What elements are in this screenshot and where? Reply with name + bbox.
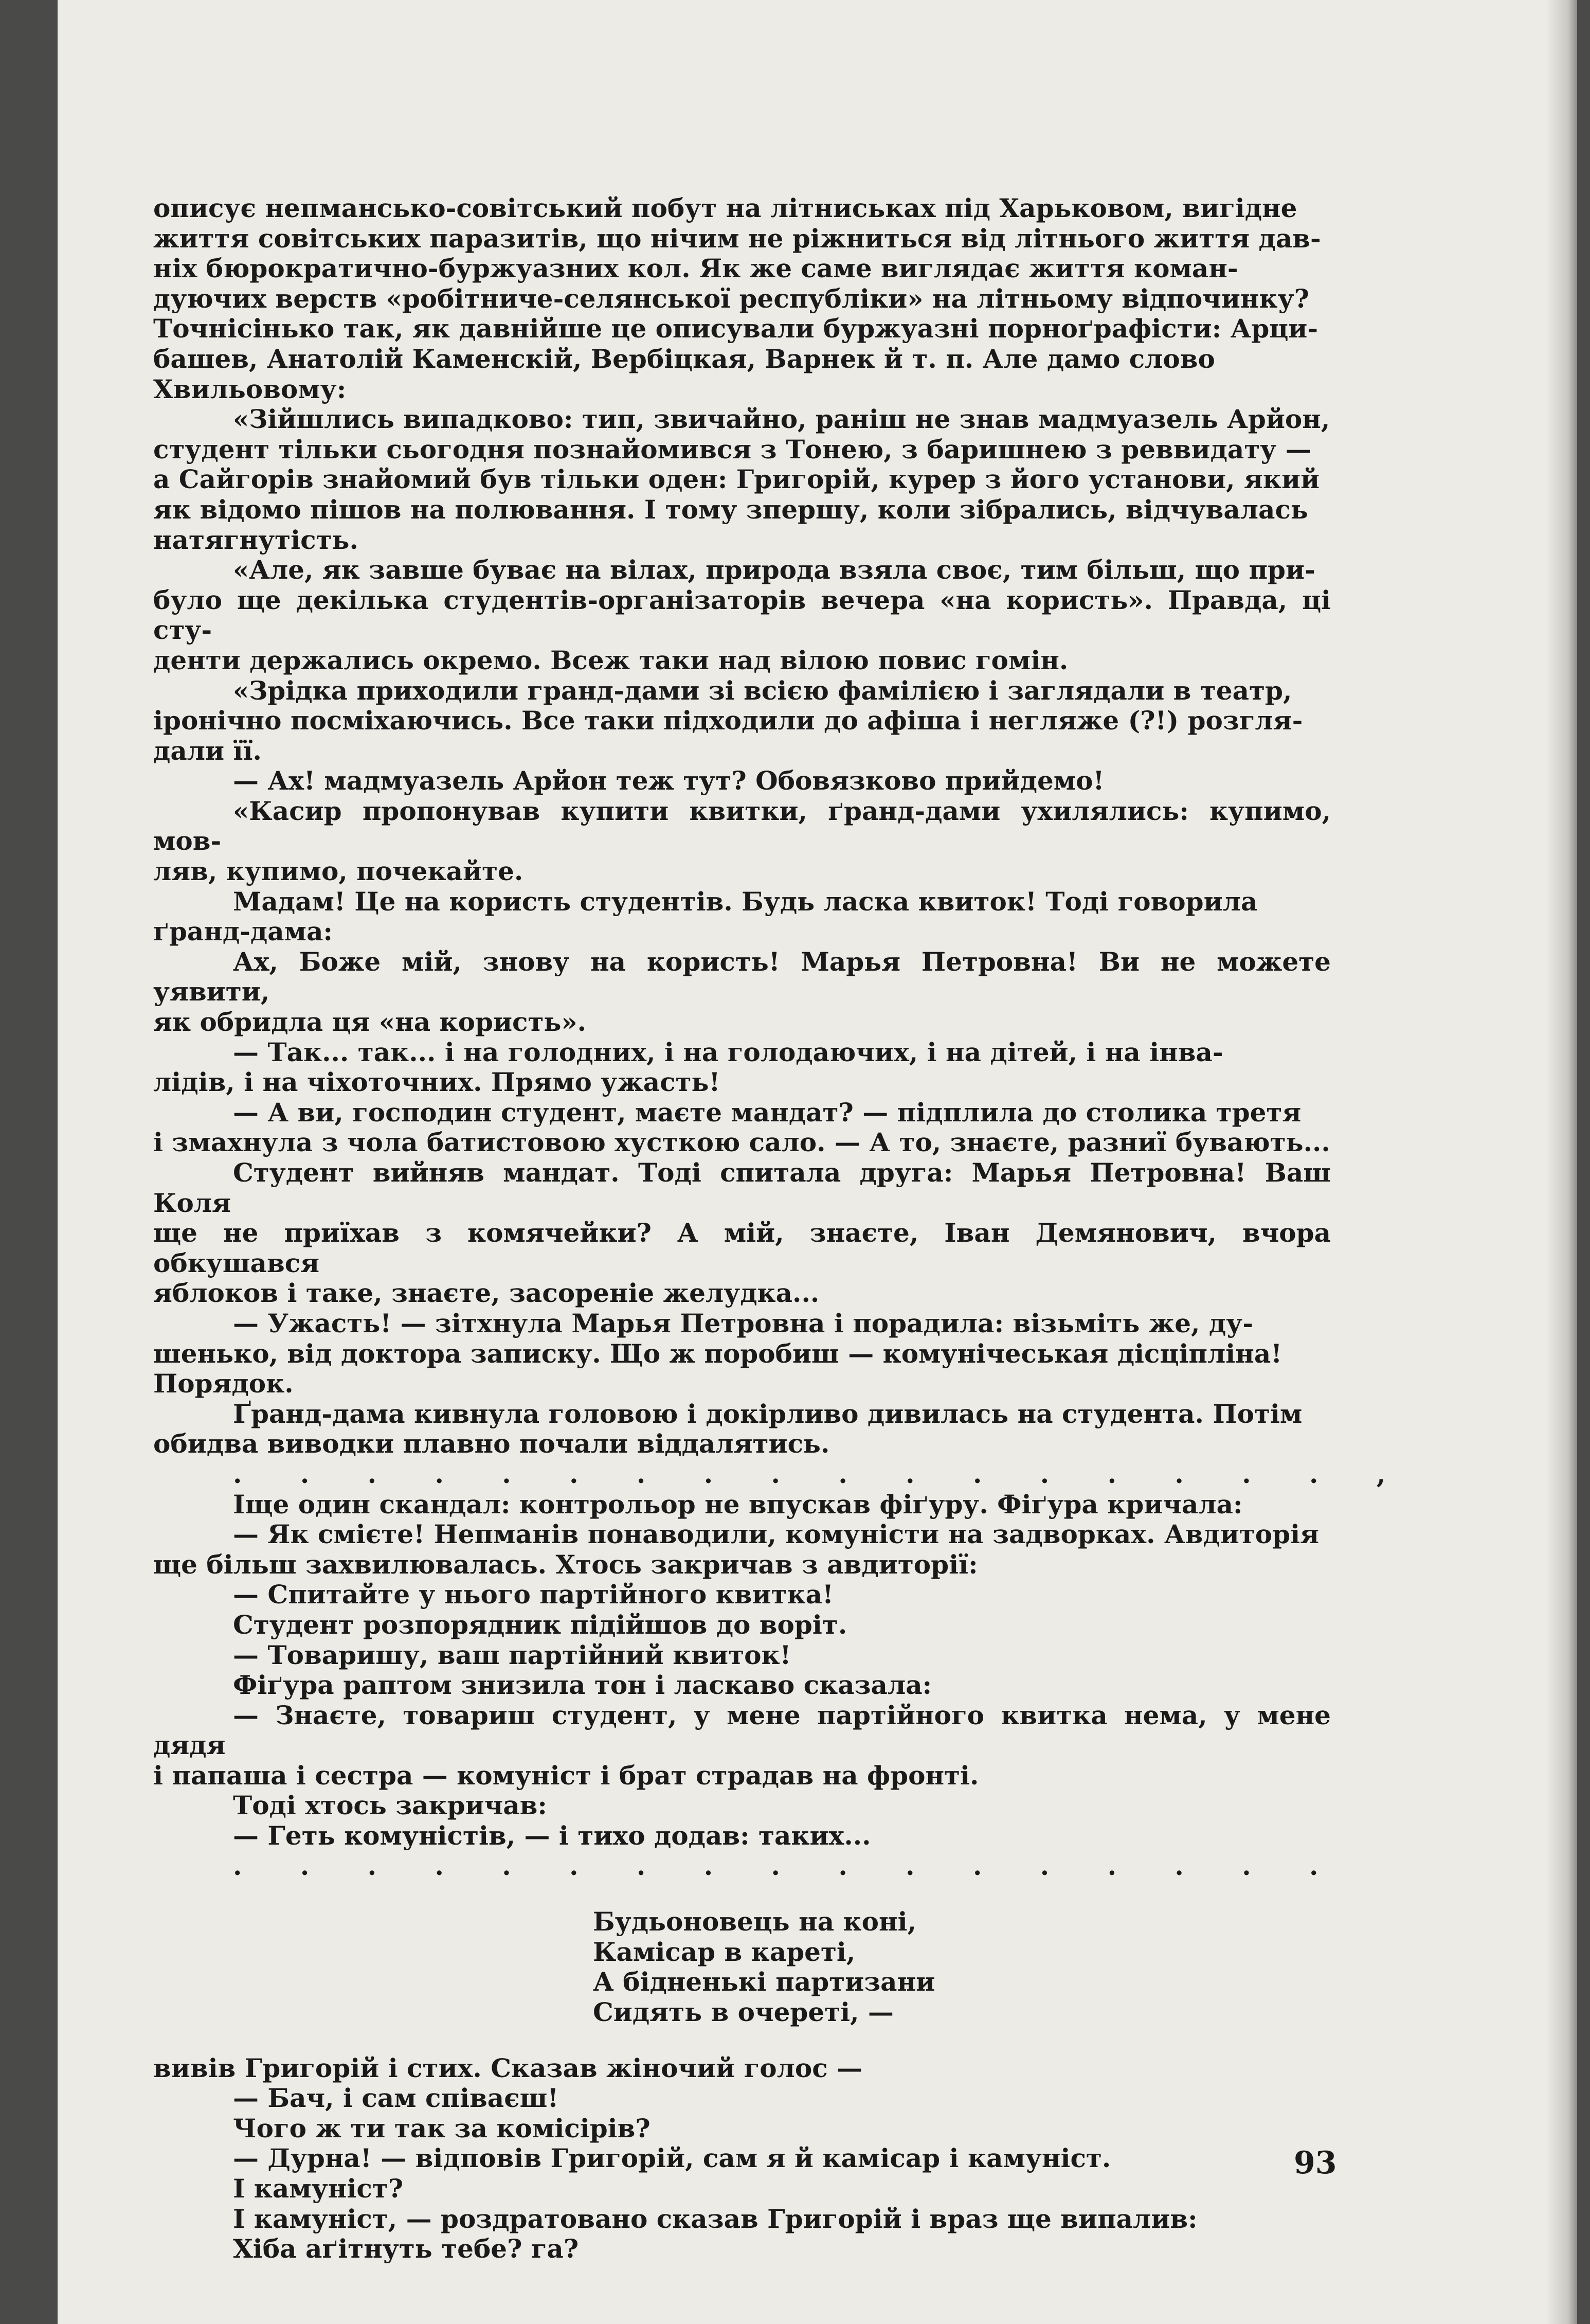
paragraph: — Як смієте! Непманів понаводили, комуністи на задворках. Авдиторія ще більш захвилювалась. Хтось закричав з авдиторії: xyxy=(153,1519,1320,1580)
paragraph: — Ужасть! — зітхнула Марья Петровна і порадила: візьміть же, ду- шенько, від доктора записку. Що ж поробиш — комунічеськая дісціпліна! Порядок. xyxy=(153,1308,1282,1399)
paragraph: — Товаришу, ваш партійний квиток! xyxy=(233,1639,791,1670)
paragraph: І камуніст? xyxy=(233,2173,404,2204)
paragraph: — Бач, і сам співаєш! xyxy=(233,2083,559,2114)
paragraph: Ґранд-дама кивнула головою і докірливо дивилась на студента. Потім обидва виводки плавно почали віддалятись. xyxy=(153,1398,1303,1459)
page-number: 93 xyxy=(1294,2145,1337,2181)
paragraph: Іще один скандал: контрольор не впускав фіґуру. Фіґура кричала: xyxy=(233,1489,1243,1519)
ellipsis-divider: . . . . . . . . . . . . . . . . . , xyxy=(233,1458,1411,1489)
paragraph: Студент розпорядник підійшов до воріт. xyxy=(233,1609,847,1640)
paragraph: — А ви, господин студент, маєте мандат? — підплила до столика третя і змахнула з чола батистовою хусткою сало. — А то, знаєте, разниї бувають... xyxy=(153,1097,1330,1158)
paragraph: І камуніст, — роздратовано сказав Григорій і враз ще випалив: xyxy=(233,2203,1198,2234)
paragraph: «Зійшлись випадково: тип, звичайно, раніш не знав мадмуазель Арйон, студент тільки сьогодня познайомився з Тонею, з баришнею з реввидату — а Сайгорів знайомий був тільки оден: Григорій, курер з його установи, який як відомо пішов на полювання. І тому зпершу, коли зібрались, відчувалась натягнутість. xyxy=(153,404,1330,555)
paragraph: — Знаєте, товариш студент, у мене партійного квитка нема, у мене дядя і папаша і сестра — комуніст і брат страдав на фронті. xyxy=(153,1700,1331,1791)
paragraph: — Так... так... і на голодних, і на голодаючих, і на дітей, і на інва- лідів, і на чіхоточних. Прямо ужасть! xyxy=(153,1036,1223,1098)
poem-verse: Будьоновець на коні, Камісар в кареті, А бідненькі партизани Сидять в очереті, — xyxy=(593,1906,935,2028)
paragraph: Чого ж ти так за комісірів? xyxy=(233,2113,651,2143)
page-body xyxy=(153,193,1411,2264)
paragraph: «Касир пропонував купити квитки, ґранд-дами ухилялись: купимо, мов- ляв, купимо, почекайте. xyxy=(153,795,1331,887)
book-page xyxy=(58,0,1577,2324)
paragraph: — Ах! мадмуазель Арйон теж тут? Обовязково прийдемо! xyxy=(233,765,1105,796)
paragraph: Фіґура раптом знизила тон і ласкаво сказала: xyxy=(233,1670,932,1701)
paragraph: «Зрідка приходили гранд-дами зі всією фамілією і заглядали в театр, іронічно посміхаючись. Все таки підходили до афіша і негляже (?!) розгля- дали її. xyxy=(153,675,1303,766)
paragraph: — Спитайте у нього партійного квитка! xyxy=(233,1579,834,1610)
paragraph: Хіба аґітнуть тебе? га? xyxy=(233,2233,579,2264)
paragraph: Ах, Боже мій, знову на користь! Марья Петровна! Ви не можете уявити, як обридла ця «на користь». xyxy=(153,946,1331,1038)
paragraph: Мадам! Це на користь студентів. Будь ласка квиток! Тоді говорила ґранд-дама: xyxy=(153,886,1258,947)
paragraph: Тоді хтось закричав: xyxy=(233,1790,547,1821)
paragraph: Студент вийняв мандат. Тоді спитала друга: Марья Петровна! Ваш Коля ще не приїхав з комячейки? А мій, знаєте, Іван Демянович, вчора обкушався яблоков і таке, знаєте, засореніе желудка... xyxy=(153,1157,1331,1309)
paragraph: вивів Григорій і стих. Сказав жіночий голос — xyxy=(153,2052,863,2083)
paragraph: описує непмансько-совітський побут на літниськах під Харьковом, вигідне життя совітських паразитів, що нічим не ріжниться від літнього життя дав- ніх бюрократично-буржуазних кол. Як же саме виглядає життя коман- дуючих верств «робітниче-селянської республіки» на літньому відпочинку? Точнісінько так, як давнійше це описували буржуазні порноґрафісти: Арци- башев, Анатолій Каменскій, Вербіцкая, Варнек й т. п. Але дамо слово Хвильовому: xyxy=(153,193,1321,404)
paragraph: — Геть комуністів, — і тихо додав: таких... xyxy=(233,1820,871,1851)
ellipsis-divider: . . . . . . . . . . . . . . . . . xyxy=(233,1850,1343,1881)
paragraph: — Дурна! — відповів Григорій, сам я й камісар і камуніст. xyxy=(233,2143,1111,2174)
paragraph: «Але, як завше буває на вілах, природа взяла своє, тим більш, що при- було ще декілька студентів-організаторів вечера «на користь». Правда, ці сту- денти держались окремо. Всеж таки над вілою повис гомін. xyxy=(153,555,1331,675)
